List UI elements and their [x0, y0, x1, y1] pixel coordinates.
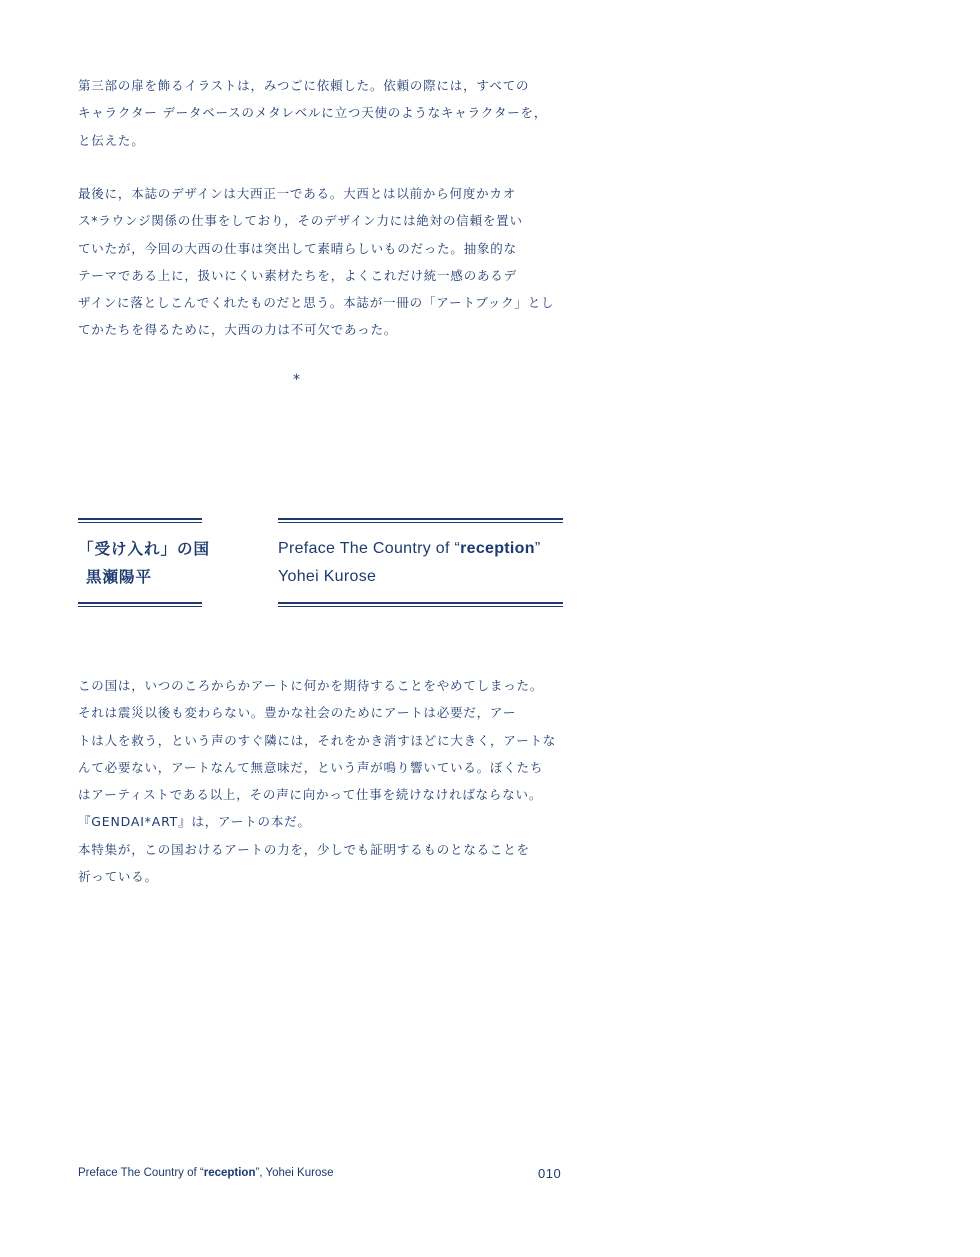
section-separator: *: [293, 372, 300, 388]
text-line: ス*ラウンジ関係の仕事をしており，そのデザイン力には絶対の信頼を置い: [78, 213, 523, 229]
intro-paragraph-1: [78, 72, 548, 154]
footer-emphasis: reception: [203, 1167, 256, 1179]
heading-rule-bottom-right: [278, 602, 563, 604]
footer-suffix: ”, Yohei Kurose: [255, 1167, 334, 1179]
text-line: テーマである上に，扱いにくい素材たちを，よくこれだけ統一感のあるデ: [78, 267, 517, 283]
heading-rule-top-left: [78, 518, 202, 520]
japanese-heading: [78, 535, 210, 591]
text-line: ザインに落としこんでくれたものだと思う。本誌が一冊の「アートブック」とし: [78, 295, 555, 311]
heading-rule-top-right: [278, 518, 563, 520]
text-line: ていたが，今回の大西の仕事は突出して素晴らしいものだった。抽象的な: [78, 240, 517, 256]
text-line: 本特集が，この国おけるアートの力を，少しでも証明するものとなることを: [78, 841, 530, 857]
intro-paragraph-2: [78, 180, 555, 344]
text-line: 最後に，本誌のデザインは大西正一である。大西とは以前から何度かカオ: [78, 186, 517, 201]
text-line: んて必要ない，アートなんて無意味だ，という声が鳴り響いている。ぼくたち: [78, 759, 544, 775]
running-footer: [78, 1167, 334, 1179]
english-title-emphasis: reception: [460, 540, 535, 557]
english-title: [278, 535, 540, 563]
english-author: Yohei Kurose: [278, 568, 377, 585]
text-line: 第三部の扉を飾るイラストは，みつごに依頼した。依頼の際には，すべての: [78, 78, 530, 93]
text-line: 『GENDAI*ART』は，アートの本だ。: [78, 814, 311, 830]
footer-prefix: Preface The Country of “: [78, 1167, 204, 1179]
text-line: と伝えた。: [78, 132, 145, 148]
english-heading: [278, 535, 540, 591]
english-title-prefix: Preface The Country of “: [278, 540, 461, 557]
text-line: 祈っている。: [78, 869, 158, 885]
text-line: それは震災以後も変わらない。豊かな社会のためにアートは必要だ，アー: [78, 705, 517, 721]
page-number: 010: [538, 1166, 562, 1181]
text-line: てかたちを得るために，大西の力は不可欠であった。: [78, 322, 398, 338]
japanese-title: 「受け入れ」の国: [78, 540, 211, 558]
japanese-author: 黒瀬陽平: [86, 568, 153, 586]
english-title-suffix: ”: [534, 540, 541, 557]
text-line: はアーティストである以上，その声に向かって仕事を続けなければならない。: [78, 787, 543, 803]
text-line: トは人を救う，という声のすぐ隣には，それをかき消すほどに大きく，アートな: [78, 732, 557, 748]
body-paragraph: [78, 672, 557, 890]
text-line: キャラクター データベースのメタレベルに立つ天使のようなキャラクターを，: [78, 105, 548, 121]
text-line: この国は，いつのころからかアートに何かを期待することをやめてしまった。: [78, 678, 544, 693]
heading-rule-bottom-left: [78, 602, 202, 604]
